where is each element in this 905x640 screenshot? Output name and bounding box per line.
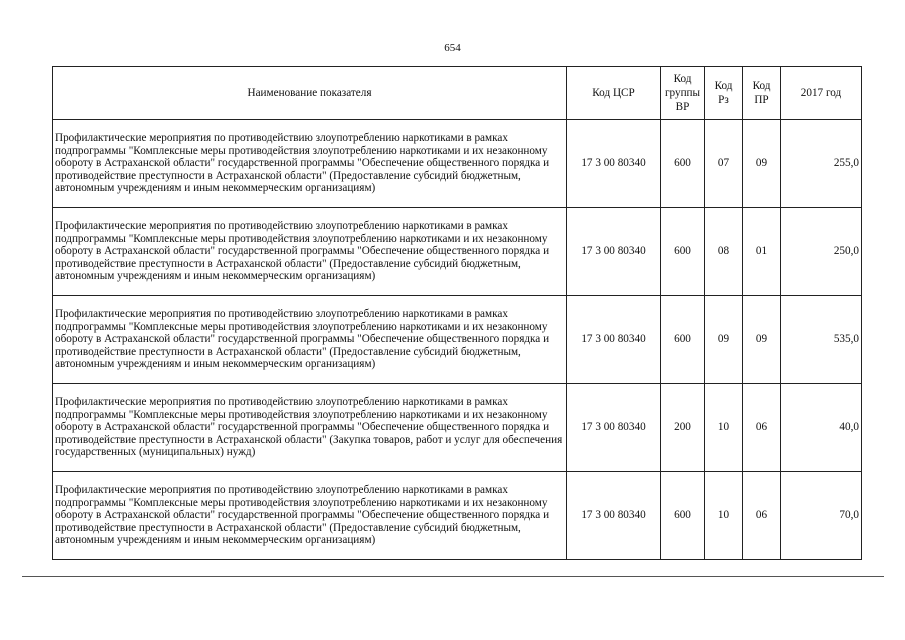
row-csr: 17 3 00 80340 [567, 208, 661, 296]
table-row [53, 472, 862, 560]
row-pr: 09 [743, 296, 781, 384]
row-vr: 600 [661, 208, 705, 296]
row-amount: 255,0 [781, 120, 862, 208]
header-vr [661, 67, 705, 120]
row-rz: 08 [705, 208, 743, 296]
row-name: Профилактические мероприятия по противодействию злоупотреблению наркотиками в рамках подпрограммы "Комплексные меры противодействия злоупотреблению наркотиками и их незаконному обороту в Астраханской области" государственной программы "Обеспечение общественного порядка и противодействие преступности в Астраханской области" (Предоставление субсидий бюджетным, автономным учреждениям и иным некоммерческим организациям) [53, 208, 567, 296]
row-pr: 09 [743, 120, 781, 208]
row-name: Профилактические мероприятия по противодействию злоупотреблению наркотиками в рамках подпрограммы "Комплексные меры противодействия злоупотреблению наркотиками и их незаконному обороту в Астраханской области" государственной программы "Обеспечение общественного порядка и противодействие преступности в Астраханской области" (Предоставление субсидий бюджетным, автономным учреждениям и иным некоммерческим организациям) [53, 120, 567, 208]
row-vr: 600 [661, 472, 705, 560]
header-name: Наименование показателя [53, 67, 567, 120]
header-vr-line: группы [664, 87, 701, 99]
header-rz-line: Код [714, 80, 733, 92]
row-rz: 10 [705, 384, 743, 472]
row-amount: 535,0 [781, 296, 862, 384]
header-rz [705, 67, 743, 120]
header-pr-line: Код [752, 80, 771, 92]
row-rz: 07 [705, 120, 743, 208]
row-rz: 10 [705, 472, 743, 560]
row-vr: 600 [661, 296, 705, 384]
footer-rule [22, 576, 884, 577]
table-row [53, 384, 862, 472]
header-pr-line: ПР [754, 94, 769, 106]
table-row [53, 208, 862, 296]
row-csr: 17 3 00 80340 [567, 120, 661, 208]
budget-table [52, 66, 862, 560]
row-name: Профилактические мероприятия по противодействию злоупотреблению наркотиками в рамках подпрограммы "Комплексные меры противодействия злоупотреблению наркотиками и их незаконному обороту в Астраханской области" государственной программы "Обеспечение общественного порядка и противодействие преступности в Астраханской области" (Предоставление субсидий бюджетным, автономным учреждениям и иным некоммерческим организациям) [53, 296, 567, 384]
table-header-row [53, 67, 862, 120]
row-csr: 17 3 00 80340 [567, 472, 661, 560]
row-name: Профилактические мероприятия по противодействию злоупотреблению наркотиками в рамках подпрограммы "Комплексные меры противодействия злоупотреблению наркотиками и их незаконному обороту в Астраханской области" государственной программы "Обеспечение общественного порядка и противодействие преступности в Астраханской области" (Закупка товаров, работ и услуг для обеспечения государственных (муниципальных) нужд) [53, 384, 567, 472]
row-csr: 17 3 00 80340 [567, 296, 661, 384]
header-csr: Код ЦСР [567, 67, 661, 120]
header-vr-line: Код [673, 73, 692, 85]
header-pr [743, 67, 781, 120]
row-pr: 06 [743, 384, 781, 472]
row-vr: 600 [661, 120, 705, 208]
header-year: 2017 год [781, 67, 862, 120]
row-pr: 06 [743, 472, 781, 560]
row-csr: 17 3 00 80340 [567, 384, 661, 472]
table-row [53, 120, 862, 208]
header-rz-line: Рз [718, 94, 729, 106]
row-amount: 70,0 [781, 472, 862, 560]
row-rz: 09 [705, 296, 743, 384]
page-number: 654 [444, 42, 461, 54]
row-amount: 40,0 [781, 384, 862, 472]
row-name: Профилактические мероприятия по противодействию злоупотреблению наркотиками в рамках подпрограммы "Комплексные меры противодействия злоупотреблению наркотиками и их незаконному обороту в Астраханской области" государственной программы "Обеспечение общественного порядка и противодействие преступности в Астраханской области" (Предоставление субсидий бюджетным, автономным учреждениям и иным некоммерческим организациям) [53, 472, 567, 560]
table-row [53, 296, 862, 384]
row-amount: 250,0 [781, 208, 862, 296]
row-vr: 200 [661, 384, 705, 472]
row-pr: 01 [743, 208, 781, 296]
header-vr-line: ВР [675, 101, 690, 113]
